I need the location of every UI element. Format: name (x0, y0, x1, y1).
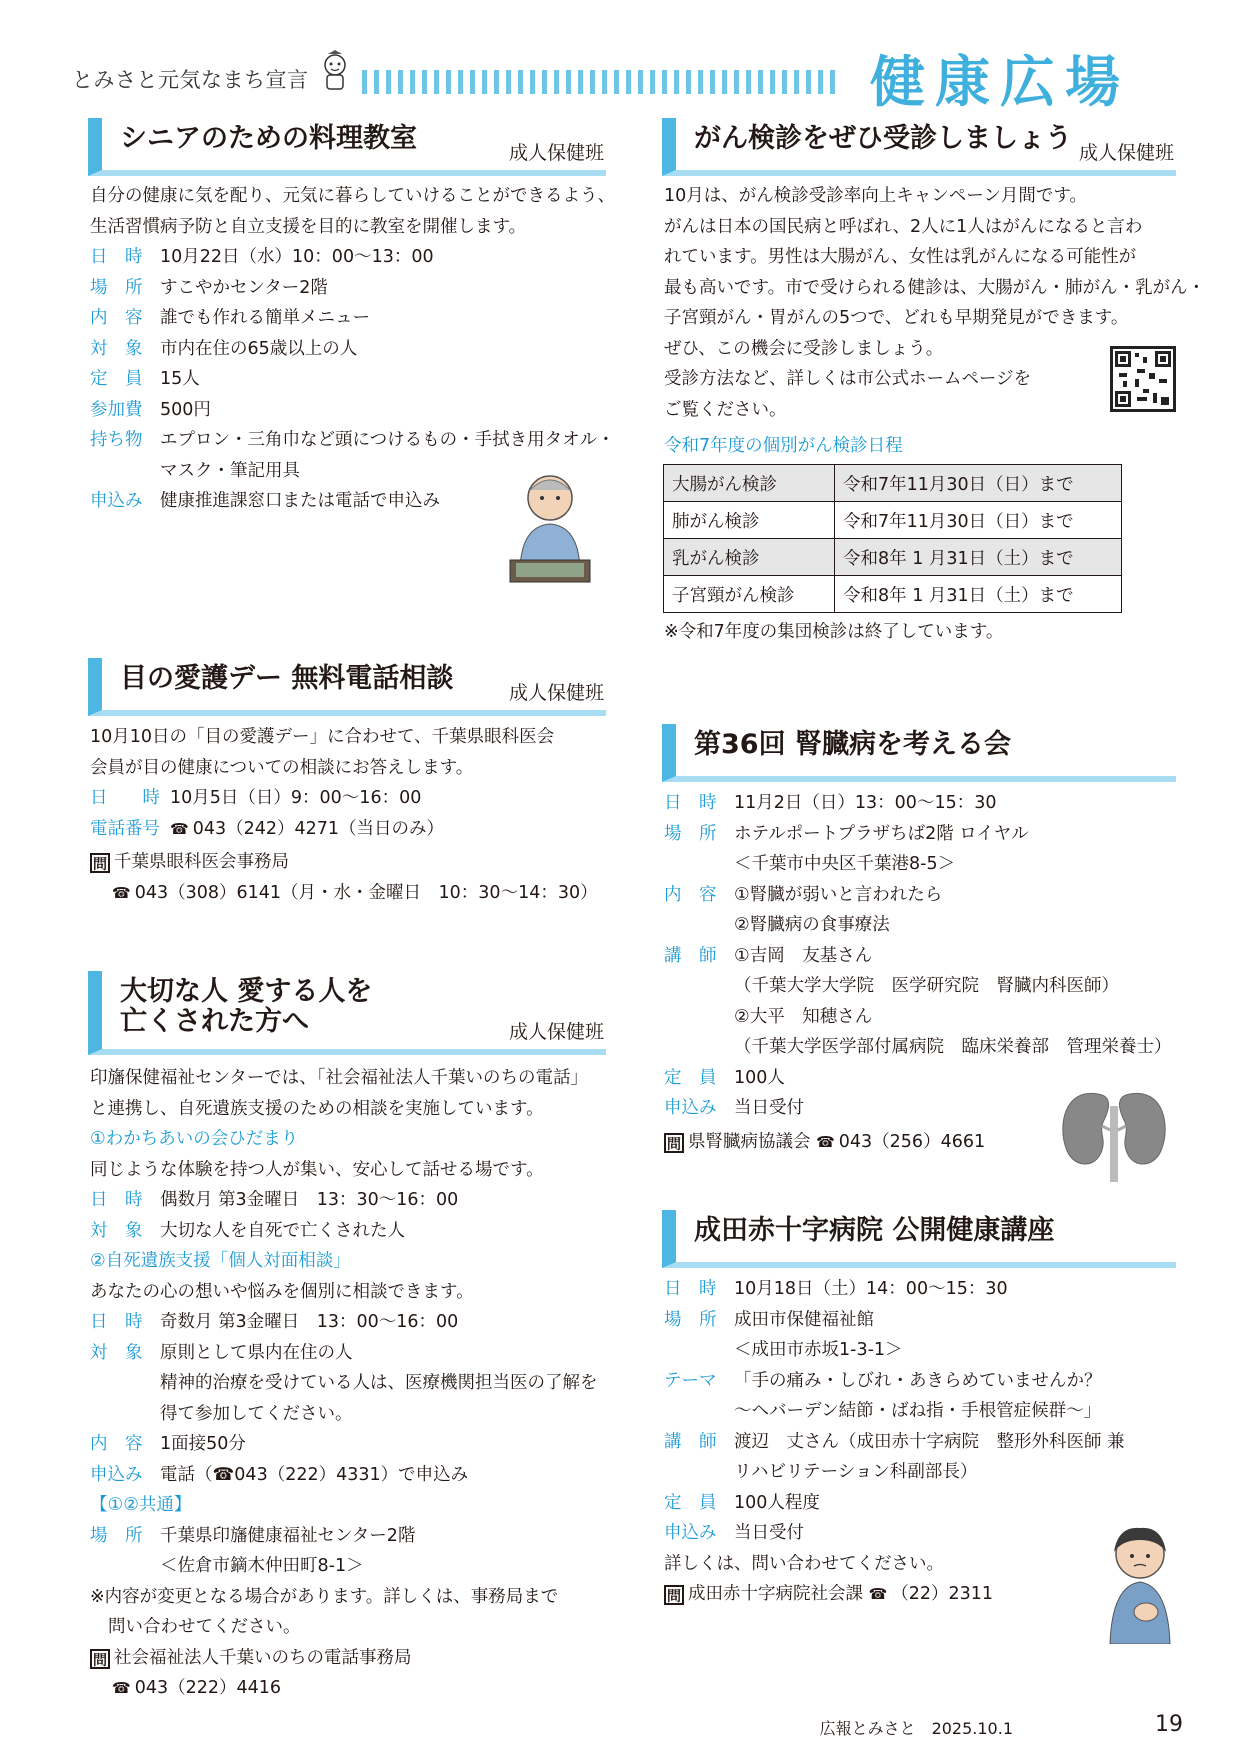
info-row: マスク・筆記用具 (160, 460, 300, 481)
info-row: 内 容 ①腎臓が弱いと言われたら (664, 884, 943, 905)
contact-row: 問 社会福祉法人千葉いのちの電話事務局 (90, 1643, 598, 1674)
intro-line: 最も高いです。市で受けられる健診は、大腸がん・肺がん・乳がん・ (664, 277, 1206, 298)
intro-line: ご覧ください。 (664, 399, 787, 420)
kidney-illustration-icon (1056, 1086, 1172, 1182)
info-row: ＜佐倉市鏑木仲田町8‐1＞ (160, 1556, 364, 1576)
info-row: ②大平 知穂さん (734, 1006, 873, 1027)
info-row: 内 容 1面接50分 (90, 1434, 246, 1454)
page-title: 健康広場 (870, 50, 1131, 114)
info-row: 日 時 10月22日（水）10：00～13：00 (90, 247, 434, 267)
info-row: ＜成田市赤坂1‐3‐1＞ (734, 1340, 903, 1360)
inquiry-icon: 問 (664, 1133, 684, 1153)
subsection-title: ②自死遺族支援「個人対面相談」 (90, 1251, 351, 1271)
eye-body (90, 722, 598, 908)
phone-icon: ☎ (816, 1132, 835, 1151)
info-row: 講 師 渡辺 丈さん（成田赤十字病院 整形外科医師 兼 (664, 1431, 1125, 1452)
info-row: 日 時 11月2日（日）13：00～15：30 (664, 793, 997, 813)
phone-icon: ☎ (170, 819, 189, 838)
intro-line: れています。男性は大腸がん、女性は乳がんになる可能性が (664, 247, 1137, 267)
section-title: シニアのための料理教室 (120, 123, 417, 154)
info-row: 日 時 10月18日（土）14：00～15：30 (664, 1279, 1008, 1299)
senior-cooking-illustration-icon (500, 468, 600, 586)
contact-row: 問 県腎臓病協議会 ☎ 043（256）4661 (664, 1127, 1172, 1158)
header-stripes (362, 70, 840, 94)
info-row: ＜千葉市中央区千葉港8‐5＞ (734, 854, 956, 874)
info-row: 申込み 当日受付 (664, 1098, 804, 1118)
info-row: 得て参加してください。 (160, 1403, 353, 1424)
table-row: 子宮頸がん検診 令和8年 1 月31日（土）まで (664, 576, 1122, 613)
inquiry-icon: 問 (90, 853, 110, 873)
mascot-icon (318, 50, 352, 92)
section-header-narita (662, 1210, 1176, 1268)
info-row: 日 時 偶数月 第3金曜日 13：30～16：00 (90, 1190, 459, 1210)
info-row: ～ヘバーデン結節・ばね指・手根管症候群～」 (734, 1401, 1102, 1421)
common-label: 【①②共通】 (90, 1495, 192, 1515)
info-row: 場 所 ホテルポートプラザちば2階 ロイヤル (664, 823, 1029, 844)
schedule-title: 令和7年度の個別がん検診日程 (664, 436, 903, 456)
qr-code-icon[interactable] (1110, 346, 1176, 412)
intro-line: 10月は、がん検診受診率向上キャンペーン月間です。 (664, 186, 1088, 206)
more-info: 詳しくは、問い合わせてください。 (664, 1553, 944, 1574)
intro-line: と連携し、自死遺族支援のための相談を実施しています。 (90, 1098, 544, 1119)
inquiry-icon: 問 (664, 1585, 684, 1605)
intro-line: ぜひ、この機会に受診しましょう。 (664, 338, 944, 359)
phone-icon: ☎ (112, 883, 131, 902)
footer-publication: 広報とみさと 2025.10.1 (819, 1719, 1013, 1738)
info-row: ②腎臓病の食事療法 (734, 915, 890, 935)
subsection-title: ①わかちあいの会ひだまり (90, 1129, 299, 1149)
schedule-note: ※令和7年度の集団検診は終了しています。 (664, 622, 1004, 642)
intro-line: 子宮頸がん・胃がんの5つで、どれも早期発見ができます。 (664, 308, 1129, 328)
info-row: 場 所 千葉県印旛健康福祉センター2階 (90, 1525, 416, 1546)
info-row: 申込み 電話（☎043（222）4331）で申込み (90, 1464, 469, 1485)
table-row: 肺がん検診 令和7年11月30日（日）まで (664, 502, 1122, 539)
section-header-cooking (88, 118, 606, 176)
info-row: 場 所 成田市保健福祉館 (664, 1309, 874, 1330)
info-row: 講 師 ①吉岡 友基さん (664, 945, 873, 966)
subsection-desc: あなたの心の想いや悩みを個別に相談できます。 (90, 1281, 474, 1302)
page-number: 19 (1155, 1712, 1183, 1737)
info-row: テーマ 「手の痛み・しびれ・あきらめていませんか？ (664, 1370, 1102, 1391)
intro-line: がんは日本の国民病と呼ばれ、2人に1人はがんになると言わ (664, 216, 1143, 237)
intro-line: 自分の健康に気を配り、元気に暮らしていけることができるよう、 (90, 186, 615, 206)
subsection-desc: 同じような体験を持つ人が集い、安心して話せる場です。 (90, 1159, 544, 1180)
info-row: 申込み 当日受付 (664, 1523, 804, 1543)
intro-line: 印旛保健福祉センターでは、「社会福祉法人千葉いのちの電話」 (90, 1068, 589, 1088)
section-header-cancer (662, 118, 1176, 176)
intro-line: 会員が目の健康についての相談にお答えします。 (90, 757, 474, 778)
section-dept: 成人保健班 (1078, 142, 1174, 164)
info-row: 精神的治療を受けている人は、医療機関担当医の了解を (160, 1373, 598, 1393)
info-row: 日 時 10月5日（日）9：00～16：00 (90, 788, 422, 808)
info-row: 電話番号 ☎ 043（242）4271（当日のみ） (90, 818, 445, 839)
section-dept: 成人保健班 (508, 1021, 604, 1043)
table-row: 乳がん検診 令和8年 1 月31日（土）まで (664, 539, 1122, 576)
intro-line: 受診方法など、詳しくは市公式ホームページを (664, 369, 1032, 389)
section-header-bereaved (88, 971, 606, 1055)
section-title: 成田赤十字病院 公開健康講座 (694, 1215, 1055, 1246)
phone-icon: ☎ (112, 1679, 131, 1697)
info-row: 定 員 15人 (90, 369, 200, 389)
cancer-schedule-table (663, 464, 1122, 613)
info-row: 内 容 誰でも作れる簡単メニュー (90, 308, 370, 328)
bereaved-body (90, 1063, 598, 1704)
section-dept: 成人保健班 (508, 142, 604, 164)
section-title: がん検診をぜひ受診しましょう (694, 123, 1072, 154)
inquiry-icon: 問 (90, 1649, 110, 1669)
table-row: 大腸がん検診 令和7年11月30日（日）まで (664, 465, 1122, 502)
info-row: （千葉大学医学部付属病院 臨床栄養部 管理栄養士） (734, 1037, 1172, 1057)
header-slogan: とみさと元気なまち宣言 (72, 68, 309, 92)
info-row: 日 時 奇数月 第3金曜日 13：00～16：00 (90, 1312, 459, 1332)
intro-line: 生活習慣病予防と自立支援を目的に教室を開催します。 (90, 216, 527, 237)
cancer-body (664, 181, 1205, 462)
info-row: （千葉大学大学院 医学研究院 腎臓内科医師） (734, 976, 1119, 996)
note-line: 問い合わせてください。 (108, 1617, 301, 1637)
section-title: 大切な人 愛する人を 亡くされた方へ (120, 976, 373, 1038)
phone-icon: ☎ (868, 1585, 888, 1603)
info-row: 申込み 健康推進課窓口または電話で申込み (90, 491, 440, 511)
info-row: 参加費 500円 (90, 399, 211, 420)
section-dept: 成人保健班 (508, 682, 604, 704)
section-header-eye (88, 658, 606, 716)
info-row: 持ち物 エプロン・三角巾など頭につけるもの・手拭き用タオル・ (90, 430, 615, 450)
intro-line: 10月10日の「目の愛護デー」に合わせて、千葉県眼科医会 (90, 727, 555, 747)
contact-tel: ☎ 043（308）6141（月・水・金曜日 10：30～14：30） (112, 882, 598, 903)
info-row: 定 員 100人程度 (664, 1492, 820, 1513)
narita-body (664, 1274, 1125, 1610)
cooking-body (90, 181, 615, 517)
note-line: ※内容が変更となる場合があります。詳しくは、事務局まで (90, 1586, 559, 1607)
info-row: 対 象 大切な人を自死で亡くされた人 (90, 1220, 405, 1241)
contact-row: 問 成田赤十字病院社会課 ☎ （22）2311 (664, 1579, 1125, 1610)
info-row: 対 象 原則として県内在住の人 (90, 1342, 353, 1363)
hand-pain-illustration-icon (1100, 1520, 1180, 1644)
section-title: 第36回 腎臓病を考える会 (694, 729, 1011, 760)
contact-tel: ☎ 043（222）4416 (112, 1678, 282, 1698)
info-row: 場 所 すこやかセンター2階 (90, 277, 328, 298)
section-header-kidney (662, 724, 1176, 782)
info-row: リハビリテーション科副部長） (734, 1462, 978, 1482)
contact-row: 問 千葉県眼科医会事務局 (90, 847, 598, 878)
info-row: 定 員 100人 (664, 1067, 785, 1088)
section-title: 目の愛護デー 無料電話相談 (120, 663, 454, 694)
info-row: 対 象 市内在住の65歳以上の人 (90, 338, 358, 359)
